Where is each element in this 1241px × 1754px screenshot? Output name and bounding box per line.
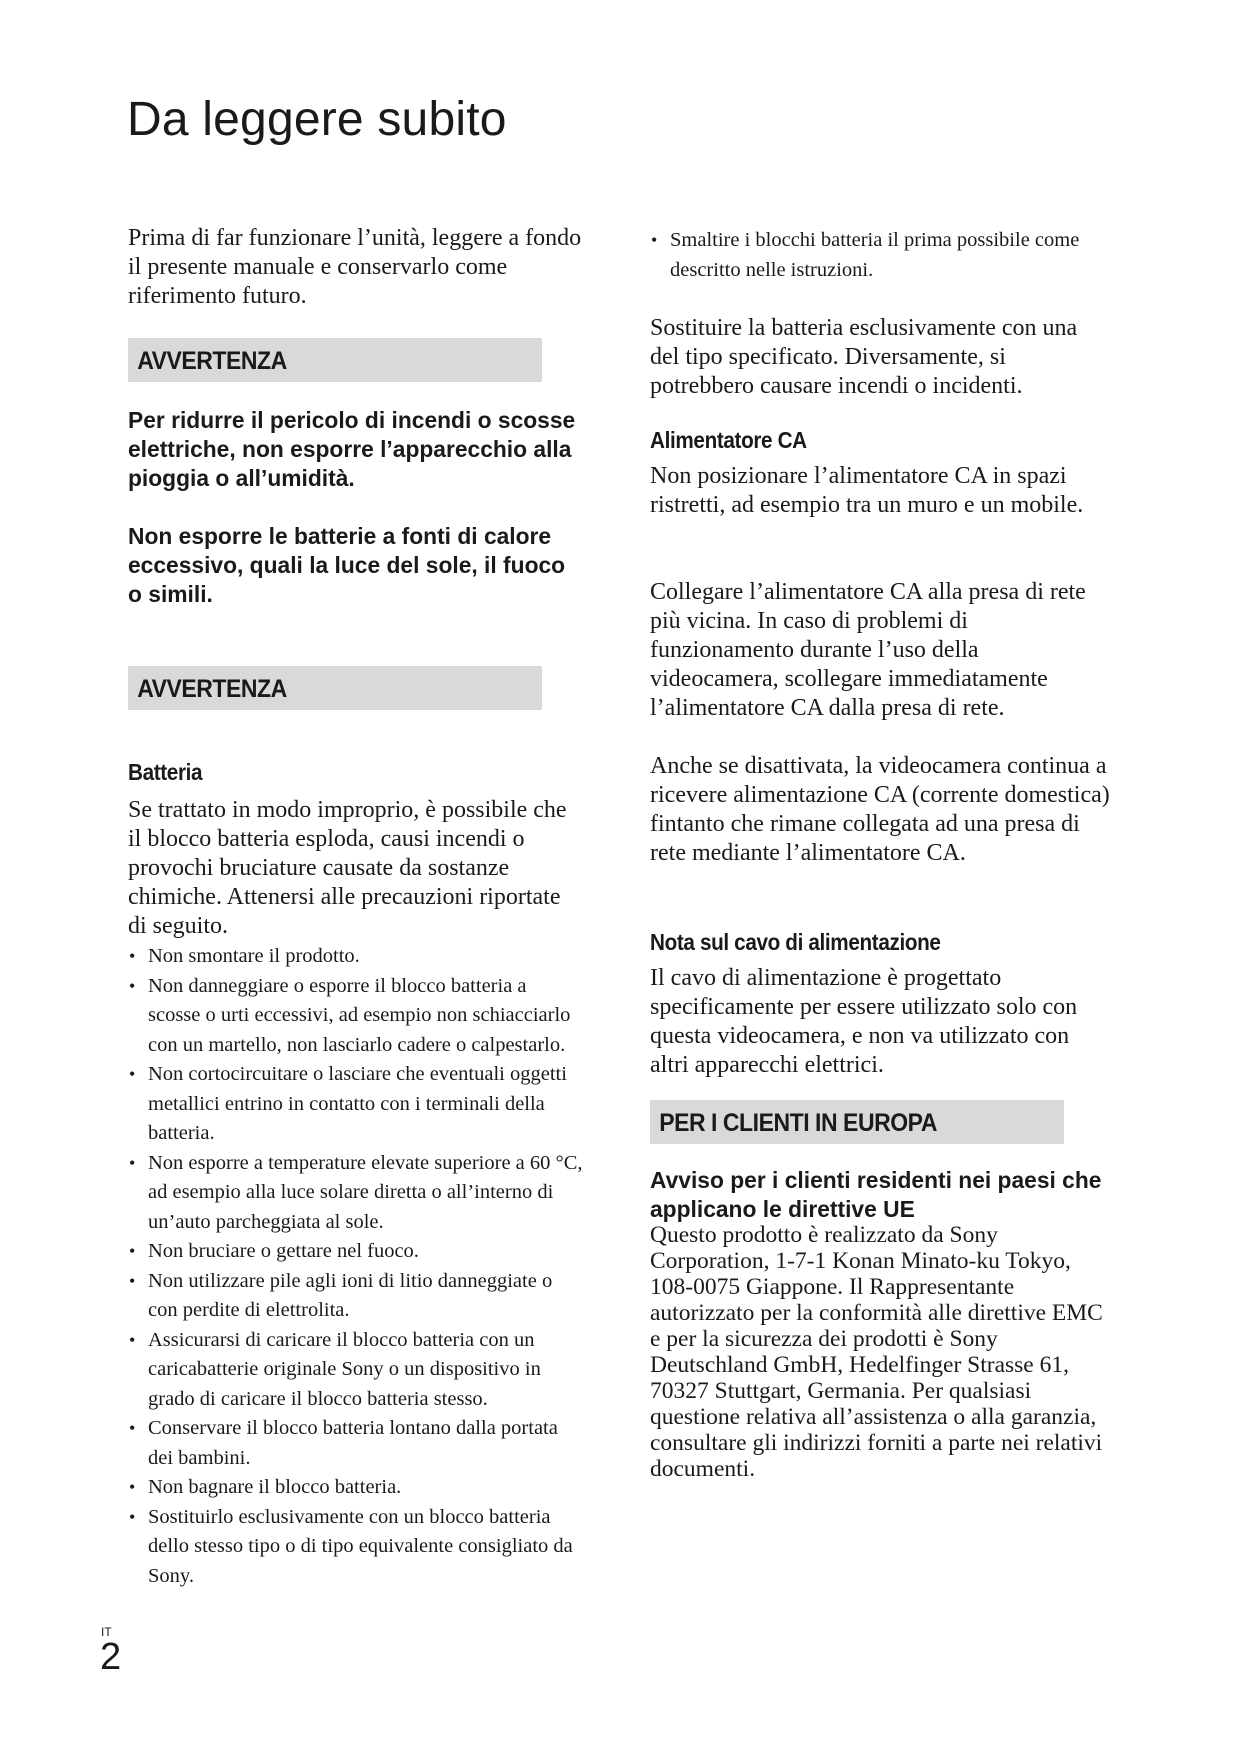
list-item: • Non esporre a temperature elevate superiore a 60 °C, ad esempio alla luce solare diretta o all’interno di un’auto parcheggiata al sole.	[128, 1149, 583, 1238]
page-title: Da leggere subito	[127, 93, 507, 146]
list-item: • Non utilizzare pile agli ioni di litio danneggiate o con perdite di elettrolita.	[128, 1267, 583, 1326]
warning-banner-2-label: AVVERTENZA	[137, 675, 287, 703]
warning-fire-shock: Per ridurre il pericolo di incendi o scosse elettriche, non esporre l’apparecchio alla pioggia o all’umidità.	[128, 407, 576, 491]
warning-banner-1	[128, 338, 542, 382]
list-item: • Sostituirlo esclusivamente con un blocco batteria dello stesso tipo o di tipo equivalente consigliato da Sony.	[128, 1503, 583, 1592]
ac-adapter-paragraph-1: Non posizionare l’alimentatore CA in spazi ristretti, ad esempio tra un muro e un mobile.	[650, 463, 1084, 518]
page-number: 2	[100, 1636, 122, 1678]
list-item: • Non cortocircuitare o lasciare che eventuali oggetti metallici entrino in contatto con i terminali della batteria.	[128, 1060, 583, 1149]
ac-adapter-paragraph-2: Collegare l’alimentatore CA alla presa di rete più vicina. In caso di problemi di funzionamento durante l’uso della videocamera, scollegare immediatamente l’alimentatore CA dalla presa di rete.	[650, 579, 1086, 721]
warning-banner-1-label: AVVERTENZA	[137, 347, 287, 375]
language-code: IT	[101, 1625, 112, 1639]
eu-directive-paragraph: Questo prodotto è realizzato da Sony Corporation, 1-7-1 Konan Minato-ku Tokyo, 108-0075 Giappone. Il Rappresentante autorizzato per la conformità alle direttive EMC e per la sicurezza dei prodotti è Sony Deutschland GmbH, Hedelfinger Strasse 61, 70327 Stuttgart, Germania. Per qualsiasi questione relativa all’assistenza o alla garanzia, consultare gli indirizzi forniti a parte nei relativi documenti.	[650, 1222, 1103, 1482]
battery-heading: Batteria	[128, 759, 203, 785]
intro-paragraph: Prima di far funzionare l’unità, leggere a fondo il presente manuale e conservarlo come riferimento futuro.	[128, 225, 582, 309]
list-item: • Non danneggiare o esporre il blocco batteria a scosse o urti eccessivi, ad esempio non schiacciarlo con un martello, non lasciarlo cadere o calpestarlo.	[128, 972, 583, 1061]
europe-banner-label: PER I CLIENTI IN EUROPA	[659, 1109, 937, 1137]
list-item: • Smaltire i blocchi batteria il prima possibile come descritto nelle istruzioni.	[650, 226, 1095, 285]
eu-directive-heading: Avviso per i clienti residenti nei paesi che applicano le direttive UE	[650, 1167, 1102, 1222]
list-item: • Assicurarsi di caricare il blocco batteria con un caricabatterie originale Sony o un dispositivo in grado di caricare il blocco batteria stesso.	[128, 1326, 583, 1415]
list-item: • Non bagnare il blocco batteria.	[128, 1473, 583, 1503]
power-cord-paragraph: Il cavo di alimentazione è progettato specificamente per essere utilizzato solo con questa videocamera, e non va utilizzato con altri apparecchi elettrici.	[650, 965, 1078, 1078]
list-item: • Non smontare il prodotto.	[128, 942, 583, 972]
warning-banner-2	[128, 666, 542, 710]
battery-precautions-list	[128, 942, 583, 1591]
ac-adapter-paragraph-3: Anche se disattivata, la videocamera continua a ricevere alimentazione CA (corrente domestica) fintanto che rimane collegata ad una presa di rete mediante l’alimentatore CA.	[650, 753, 1110, 866]
ac-adapter-heading: Alimentatore CA	[650, 427, 807, 453]
battery-paragraph: Se trattato in modo improprio, è possibile che il blocco batteria esploda, causi incendi o provochi bruciature causate da sostanze chimiche. Attenersi alle precauzioni riportate di seguito.	[128, 797, 567, 939]
list-item: • Non bruciare o gettare nel fuoco.	[128, 1237, 583, 1267]
replace-battery-paragraph: Sostituire la batteria esclusivamente con una del tipo specificato. Diversamente, si potrebbero causare incendi o incidenti.	[650, 315, 1078, 399]
list-item: • Conservare il blocco batteria lontano dalla portata dei bambini.	[128, 1414, 583, 1473]
europe-banner	[650, 1100, 1064, 1144]
dispose-list	[650, 226, 1095, 285]
warning-battery-heat: Non esporre le batterie a fonti di calore eccessivo, quali la luce del sole, il fuoco o simili.	[128, 523, 566, 607]
power-cord-heading: Nota sul cavo di alimentazione	[650, 929, 941, 955]
